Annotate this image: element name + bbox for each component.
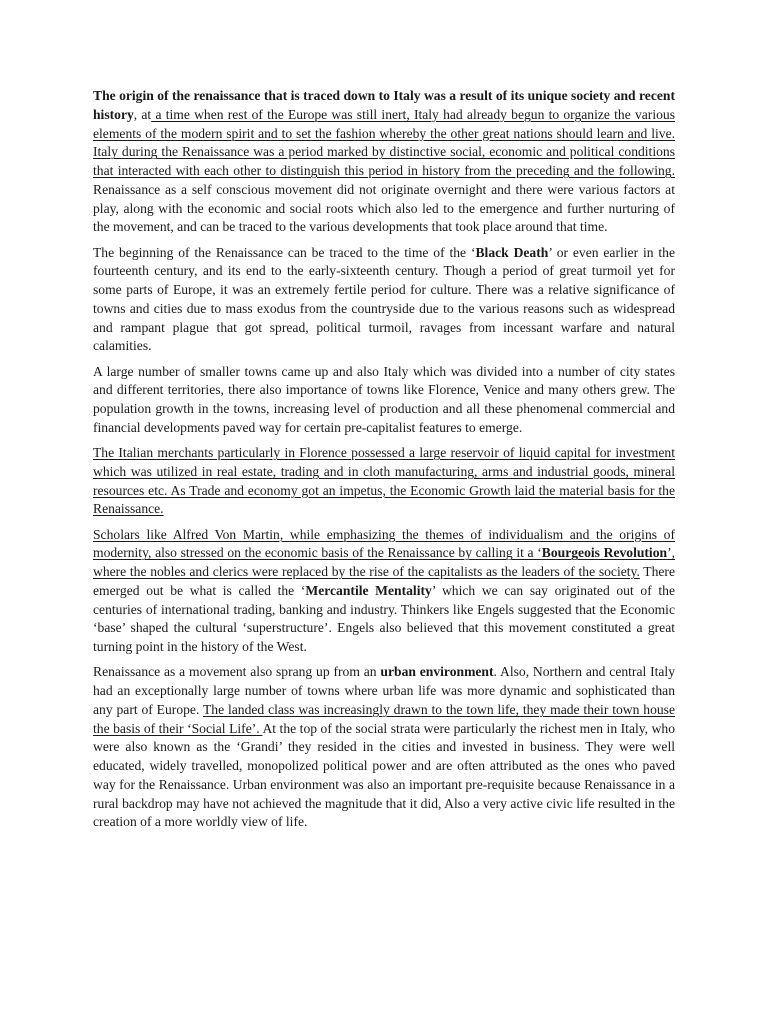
bold-text: The origin of the renaissance that is traced down to Italy was a result of its unique society and recent history bbox=[93, 88, 675, 122]
text: . Also, Northern and central Italy had an exceptionally large number of towns where urban life was more dynamic and sophisticated than any part of Europe. bbox=[93, 664, 676, 717]
text: ’ or even earlier in the fourteenth century, and its end to the early-sixteenth century. Though a period of great turmoil yet for some parts of Europe, it was an extremely fertile period for culture. There was a relative significance of towns and cities due to mass exodus from the countryside due to the various reasons such as widespread and rampant plague that got spread, political turmoil, ravages from incessant warfare and natural calamities. bbox=[93, 244, 675, 354]
document-page bbox=[93, 87, 675, 839]
paragraph-origin bbox=[93, 87, 675, 237]
bold-underlined-text: Bourgeois Revolution bbox=[541, 545, 668, 561]
text: Renaissance as a movement also sprang up from an bbox=[93, 664, 381, 680]
underlined-text: The landed class was increasingly drawn to the town life, they made their town house the basis of their ‘Social Life’. bbox=[93, 701, 675, 736]
text: A large number of smaller towns came up and also Italy which was divided into a number of city states and different territories, there also importance of towns like Florence, Venice and many others grew. The population growth in the towns, increasing level of production and all these phenomenal commercial and financial developments paved way for certain pre-capitalist features to emerge. bbox=[93, 363, 675, 435]
bold-text: urban environment bbox=[380, 664, 494, 680]
underlined-text: The Italian merchants particularly in Florence possessed a large reservoir of liquid capital for investment which was utilized in real estate, trading and in cloth manufacturing, arms and industrial goods, mineral resources etc. As Trade and economy got an impetus, the Economic Growth laid the material basis for the Renaissance. bbox=[93, 445, 675, 517]
text: , at bbox=[133, 106, 152, 122]
text: ’ which we can say originated out of the centuries of international trading, banking and industry. Thinkers like Engels suggested that the Economic ‘base’ shaped the cultural ‘superstructure’. Engels also believed that this movement constituted a great turning point in the history of the West. bbox=[93, 582, 675, 654]
text: At the top of the social strata were particularly the richest men in Italy, who were also known as the ‘Grandi’ they resided in the cities and invested in business. They were well educated, widely travelled, monopolized political power and are often attributed as the ones who paved way for the Renaissance. Urban environment was also an important pre-requisite because Renaissance in a rural backdrop may have not achieved the magnitude that it did, Also a very active civic life resulted in the creation of a more worldly view of life. bbox=[93, 720, 675, 830]
paragraph-scholars bbox=[93, 526, 675, 657]
underlined-text: a time when rest of the Europe was still inert, Italy had already begun to organize the various elements of the modern spirit and to set the fashion whereby the other great nations should learn and live. Italy during the Renaissance was a period marked by distinctive social, economic and political conditions that interacted with each other to distinguish this period in history from the preceding and the following. bbox=[93, 106, 675, 178]
paragraph-towns bbox=[93, 363, 675, 438]
text: There emerged out be what is called the ‘ bbox=[93, 564, 675, 598]
text: The beginning of the Renaissance can be traced to the time of the ‘ bbox=[93, 244, 476, 260]
paragraph-merchants bbox=[93, 444, 675, 519]
text: Renaissance as a self conscious movement did not originate overnight and there were various factors at play, along with the economic and social roots which also led to the emergence and further nurturing of the movement, and can be traced to the various developments that took place around that time. bbox=[93, 181, 675, 235]
paragraph-black-death bbox=[93, 244, 675, 357]
underlined-text: ’, where the nobles and clerics were replaced by the rise of the capitalists as the leaders of the society. bbox=[93, 545, 676, 579]
bold-text: Mercantile Mentality bbox=[305, 582, 432, 598]
paragraph-urban bbox=[93, 663, 675, 832]
underlined-text: Scholars like Alfred Von Martin, while emphasizing the themes of individualism and the origins of modernity, also stressed on the economic basis of the Renaissance by calling it a ‘ bbox=[93, 526, 675, 561]
bold-text: Black Death bbox=[475, 244, 549, 260]
